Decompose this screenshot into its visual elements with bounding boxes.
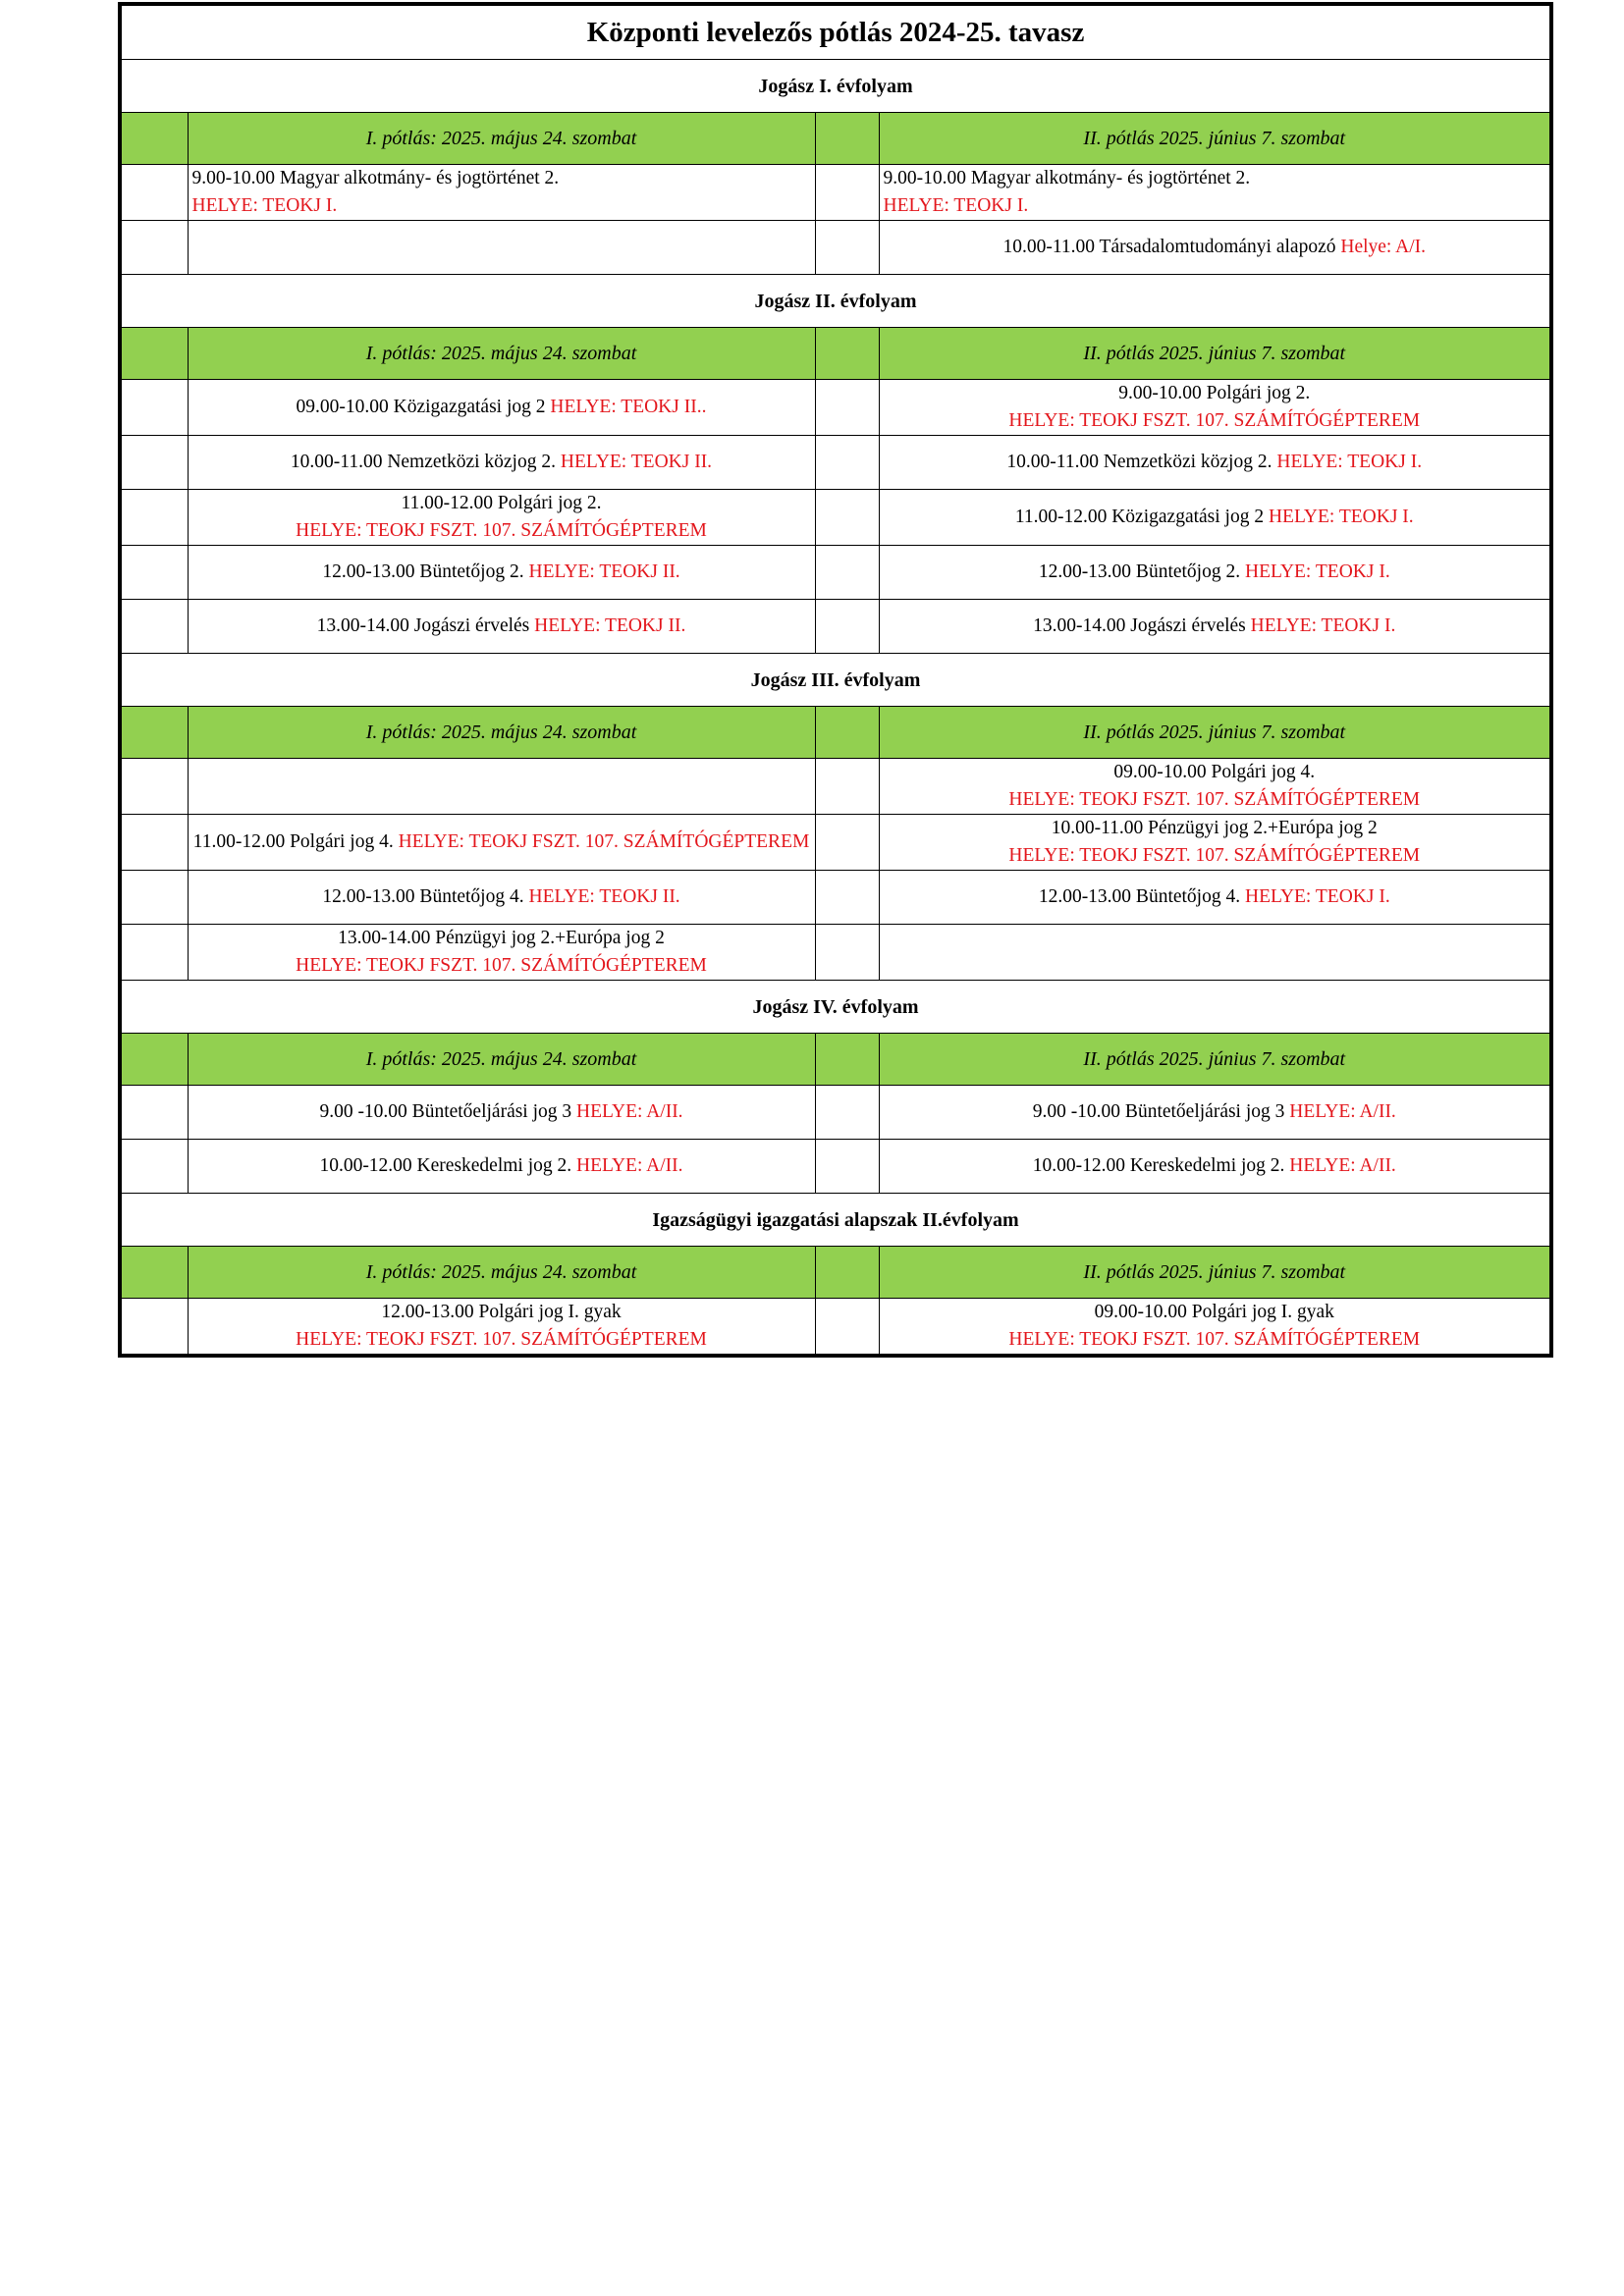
blank-cell bbox=[120, 1140, 188, 1194]
date-header-row bbox=[120, 328, 1551, 380]
location-second: HELYE: TEOKJ FSZT. 107. SZÁMÍTÓGÉPTEREM bbox=[1008, 410, 1421, 431]
course-first: 13.00-14.00 Pénzügyi jog 2.+Európa jog 2 bbox=[338, 928, 665, 948]
location-second: HELYE: TEOKJ FSZT. 107. SZÁMÍTÓGÉPTEREM bbox=[1008, 845, 1421, 866]
section-heading: Jogász III. évfolyam bbox=[120, 654, 1551, 707]
date-second: II. pótlás 2025. június 7. szombat bbox=[879, 1034, 1551, 1086]
blank-cell bbox=[815, 380, 879, 436]
location-second: HELYE: TEOKJ I. bbox=[883, 195, 1029, 216]
course-second: 10.00-11.00 Társadalomtudományi alapozó bbox=[1002, 237, 1341, 257]
table-row bbox=[120, 1086, 1551, 1140]
section-heading-row bbox=[120, 981, 1551, 1034]
section-heading-row bbox=[120, 1194, 1551, 1247]
location-first: HELYE: A/II. bbox=[576, 1101, 683, 1122]
blank-cell bbox=[120, 165, 188, 221]
second-session-cell bbox=[879, 759, 1551, 815]
course-second: 13.00-14.00 Jogászi érvelés bbox=[1033, 615, 1251, 636]
first-session-cell bbox=[188, 221, 815, 275]
first-session-cell bbox=[188, 1086, 815, 1140]
table-row bbox=[120, 1299, 1551, 1357]
course-first: 11.00-12.00 Polgári jog 4. bbox=[192, 831, 399, 852]
location-second: HELYE: TEOKJ FSZT. 107. SZÁMÍTÓGÉPTEREM bbox=[1008, 1329, 1421, 1350]
date-first: I. pótlás: 2025. május 24. szombat bbox=[188, 328, 815, 380]
blank-cell bbox=[815, 490, 879, 546]
location-second: HELYE: TEOKJ FSZT. 107. SZÁMÍTÓGÉPTEREM bbox=[1008, 789, 1421, 810]
second-session-cell bbox=[879, 490, 1551, 546]
section-heading: Jogász IV. évfolyam bbox=[120, 981, 1551, 1034]
blank-cell bbox=[815, 1086, 879, 1140]
course-second: 11.00-12.00 Közigazgatási jog 2 bbox=[1014, 507, 1269, 527]
course-second: 12.00-13.00 Büntetőjog 2. bbox=[1038, 561, 1245, 582]
blank-cell bbox=[815, 759, 879, 815]
section-heading: Igazságügyi igazgatási alapszak II.évfolyam bbox=[120, 1194, 1551, 1247]
course-second: 09.00-10.00 Polgári jog 4. bbox=[1113, 762, 1316, 782]
location-second: Helye: A/I. bbox=[1340, 237, 1427, 257]
section-heading-row bbox=[120, 654, 1551, 707]
course-first: 12.00-13.00 Polgári jog I. gyak bbox=[381, 1302, 622, 1322]
date-second: II. pótlás 2025. június 7. szombat bbox=[879, 328, 1551, 380]
first-session-cell bbox=[188, 925, 815, 981]
location-first: HELYE: TEOKJ FSZT. 107. SZÁMÍTÓGÉPTEREM bbox=[398, 831, 810, 852]
blank-cell bbox=[815, 113, 879, 165]
second-session-cell bbox=[879, 546, 1551, 600]
section-heading-row bbox=[120, 60, 1551, 113]
blank-cell bbox=[815, 707, 879, 759]
blank-cell bbox=[120, 1299, 188, 1357]
blank-cell bbox=[120, 1247, 188, 1299]
page-title: Központi levelezős pótlás 2024-25. tavasz bbox=[120, 4, 1551, 60]
location-first: HELYE: TEOKJ FSZT. 107. SZÁMÍTÓGÉPTEREM bbox=[296, 955, 707, 976]
first-session-cell bbox=[188, 871, 815, 925]
blank-cell bbox=[815, 1299, 879, 1357]
table-row bbox=[120, 925, 1551, 981]
table-row bbox=[120, 871, 1551, 925]
table-row bbox=[120, 436, 1551, 490]
blank-cell bbox=[815, 871, 879, 925]
date-header-row bbox=[120, 1034, 1551, 1086]
blank-cell bbox=[120, 1034, 188, 1086]
second-session-cell bbox=[879, 600, 1551, 654]
course-first: 9.00-10.00 Magyar alkotmány- és jogtörténet 2. bbox=[191, 168, 560, 188]
section-heading: Jogász I. évfolyam bbox=[120, 60, 1551, 113]
second-session-cell bbox=[879, 815, 1551, 871]
course-second: 09.00-10.00 Polgári jog I. gyak bbox=[1094, 1302, 1334, 1322]
blank-cell bbox=[815, 815, 879, 871]
blank-cell bbox=[120, 871, 188, 925]
date-second: II. pótlás 2025. június 7. szombat bbox=[879, 1247, 1551, 1299]
table-row bbox=[120, 490, 1551, 546]
course-first: 09.00-10.00 Közigazgatási jog 2 bbox=[296, 397, 551, 417]
location-first: HELYE: TEOKJ FSZT. 107. SZÁMÍTÓGÉPTEREM bbox=[296, 520, 707, 541]
table-row bbox=[120, 815, 1551, 871]
second-session-cell bbox=[879, 380, 1551, 436]
course-second: 9.00 -10.00 Büntetőeljárási jog 3 bbox=[1032, 1101, 1290, 1122]
second-session-cell bbox=[879, 871, 1551, 925]
first-session-cell bbox=[188, 759, 815, 815]
blank-cell bbox=[815, 221, 879, 275]
blank-cell bbox=[120, 1086, 188, 1140]
course-first: 9.00 -10.00 Büntetőeljárási jog 3 bbox=[319, 1101, 577, 1122]
course-first: 11.00-12.00 Polgári jog 2. bbox=[401, 493, 602, 513]
blank-cell bbox=[815, 1140, 879, 1194]
location-second: HELYE: A/II. bbox=[1289, 1101, 1396, 1122]
location-second: HELYE: A/II. bbox=[1289, 1155, 1396, 1176]
blank-cell bbox=[120, 815, 188, 871]
course-first: 13.00-14.00 Jogászi érvelés bbox=[316, 615, 535, 636]
date-first: I. pótlás: 2025. május 24. szombat bbox=[188, 1247, 815, 1299]
location-second: HELYE: TEOKJ I. bbox=[1244, 561, 1390, 582]
first-session-cell bbox=[188, 546, 815, 600]
blank-cell bbox=[120, 600, 188, 654]
second-session-cell bbox=[879, 436, 1551, 490]
table-row bbox=[120, 221, 1551, 275]
date-header-row bbox=[120, 707, 1551, 759]
date-first: I. pótlás: 2025. május 24. szombat bbox=[188, 113, 815, 165]
table-row bbox=[120, 546, 1551, 600]
table-row bbox=[120, 759, 1551, 815]
table-row bbox=[120, 600, 1551, 654]
location-first: HELYE: TEOKJ II. bbox=[534, 615, 686, 636]
course-second: 10.00-11.00 Pénzügyi jog 2.+Európa jog 2 bbox=[1051, 818, 1378, 838]
course-second: 12.00-13.00 Büntetőjog 4. bbox=[1038, 886, 1245, 907]
blank-cell bbox=[120, 759, 188, 815]
second-session-cell bbox=[879, 1086, 1551, 1140]
location-first: HELYE: TEOKJ II. bbox=[528, 886, 680, 907]
location-second: HELYE: TEOKJ I. bbox=[1276, 452, 1423, 472]
location-first: HELYE: A/II. bbox=[576, 1155, 683, 1176]
first-session-cell bbox=[188, 1140, 815, 1194]
blank-cell bbox=[815, 1034, 879, 1086]
blank-cell bbox=[815, 436, 879, 490]
table-row bbox=[120, 1140, 1551, 1194]
blank-cell bbox=[120, 328, 188, 380]
blank-cell bbox=[815, 1247, 879, 1299]
date-header-row bbox=[120, 113, 1551, 165]
course-first: 12.00-13.00 Büntetőjog 2. bbox=[322, 561, 529, 582]
course-second: 10.00-12.00 Kereskedelmi jog 2. bbox=[1032, 1155, 1290, 1176]
second-session-cell bbox=[879, 221, 1551, 275]
blank-cell bbox=[815, 925, 879, 981]
first-session-cell bbox=[188, 1299, 815, 1357]
blank-cell bbox=[120, 925, 188, 981]
course-first: 10.00-11.00 Nemzetközi közjog 2. bbox=[290, 452, 561, 472]
location-second: HELYE: TEOKJ I. bbox=[1268, 507, 1414, 527]
blank-cell bbox=[120, 707, 188, 759]
date-header-row bbox=[120, 1247, 1551, 1299]
section-heading-row bbox=[120, 275, 1551, 328]
section-heading: Jogász II. évfolyam bbox=[120, 275, 1551, 328]
second-session-cell bbox=[879, 925, 1551, 981]
first-session-cell bbox=[188, 600, 815, 654]
blank-cell bbox=[120, 546, 188, 600]
second-session-cell bbox=[879, 165, 1551, 221]
schedule-table bbox=[118, 2, 1553, 1358]
blank-cell bbox=[120, 221, 188, 275]
first-session-cell bbox=[188, 436, 815, 490]
location-first: HELYE: TEOKJ II.. bbox=[550, 397, 707, 417]
course-first: 12.00-13.00 Büntetőjog 4. bbox=[322, 886, 529, 907]
blank-cell bbox=[815, 546, 879, 600]
location-first: HELYE: TEOKJ FSZT. 107. SZÁMÍTÓGÉPTEREM bbox=[296, 1329, 707, 1350]
location-second: HELYE: TEOKJ I. bbox=[1244, 886, 1390, 907]
blank-cell bbox=[120, 380, 188, 436]
course-second: 9.00-10.00 Magyar alkotmány- és jogtörténet 2. bbox=[883, 168, 1251, 188]
blank-cell bbox=[815, 600, 879, 654]
blank-cell bbox=[815, 165, 879, 221]
table-row bbox=[120, 165, 1551, 221]
blank-cell bbox=[120, 113, 188, 165]
course-second: 9.00-10.00 Polgári jog 2. bbox=[1118, 383, 1311, 403]
date-first: I. pótlás: 2025. május 24. szombat bbox=[188, 1034, 815, 1086]
location-first: HELYE: TEOKJ I. bbox=[191, 195, 338, 216]
first-session-cell bbox=[188, 165, 815, 221]
second-session-cell bbox=[879, 1140, 1551, 1194]
blank-cell bbox=[120, 490, 188, 546]
blank-cell bbox=[120, 436, 188, 490]
course-first: 10.00-12.00 Kereskedelmi jog 2. bbox=[319, 1155, 577, 1176]
course-second: 10.00-11.00 Nemzetközi közjog 2. bbox=[1006, 452, 1277, 472]
date-second: II. pótlás 2025. június 7. szombat bbox=[879, 707, 1551, 759]
second-session-cell bbox=[879, 1299, 1551, 1357]
location-first: HELYE: TEOKJ II. bbox=[528, 561, 680, 582]
date-second: II. pótlás 2025. június 7. szombat bbox=[879, 113, 1551, 165]
location-first: HELYE: TEOKJ II. bbox=[560, 452, 713, 472]
first-session-cell bbox=[188, 490, 815, 546]
first-session-cell bbox=[188, 815, 815, 871]
blank-cell bbox=[815, 328, 879, 380]
date-first: I. pótlás: 2025. május 24. szombat bbox=[188, 707, 815, 759]
table-row bbox=[120, 380, 1551, 436]
location-second: HELYE: TEOKJ I. bbox=[1250, 615, 1396, 636]
first-session-cell bbox=[188, 380, 815, 436]
